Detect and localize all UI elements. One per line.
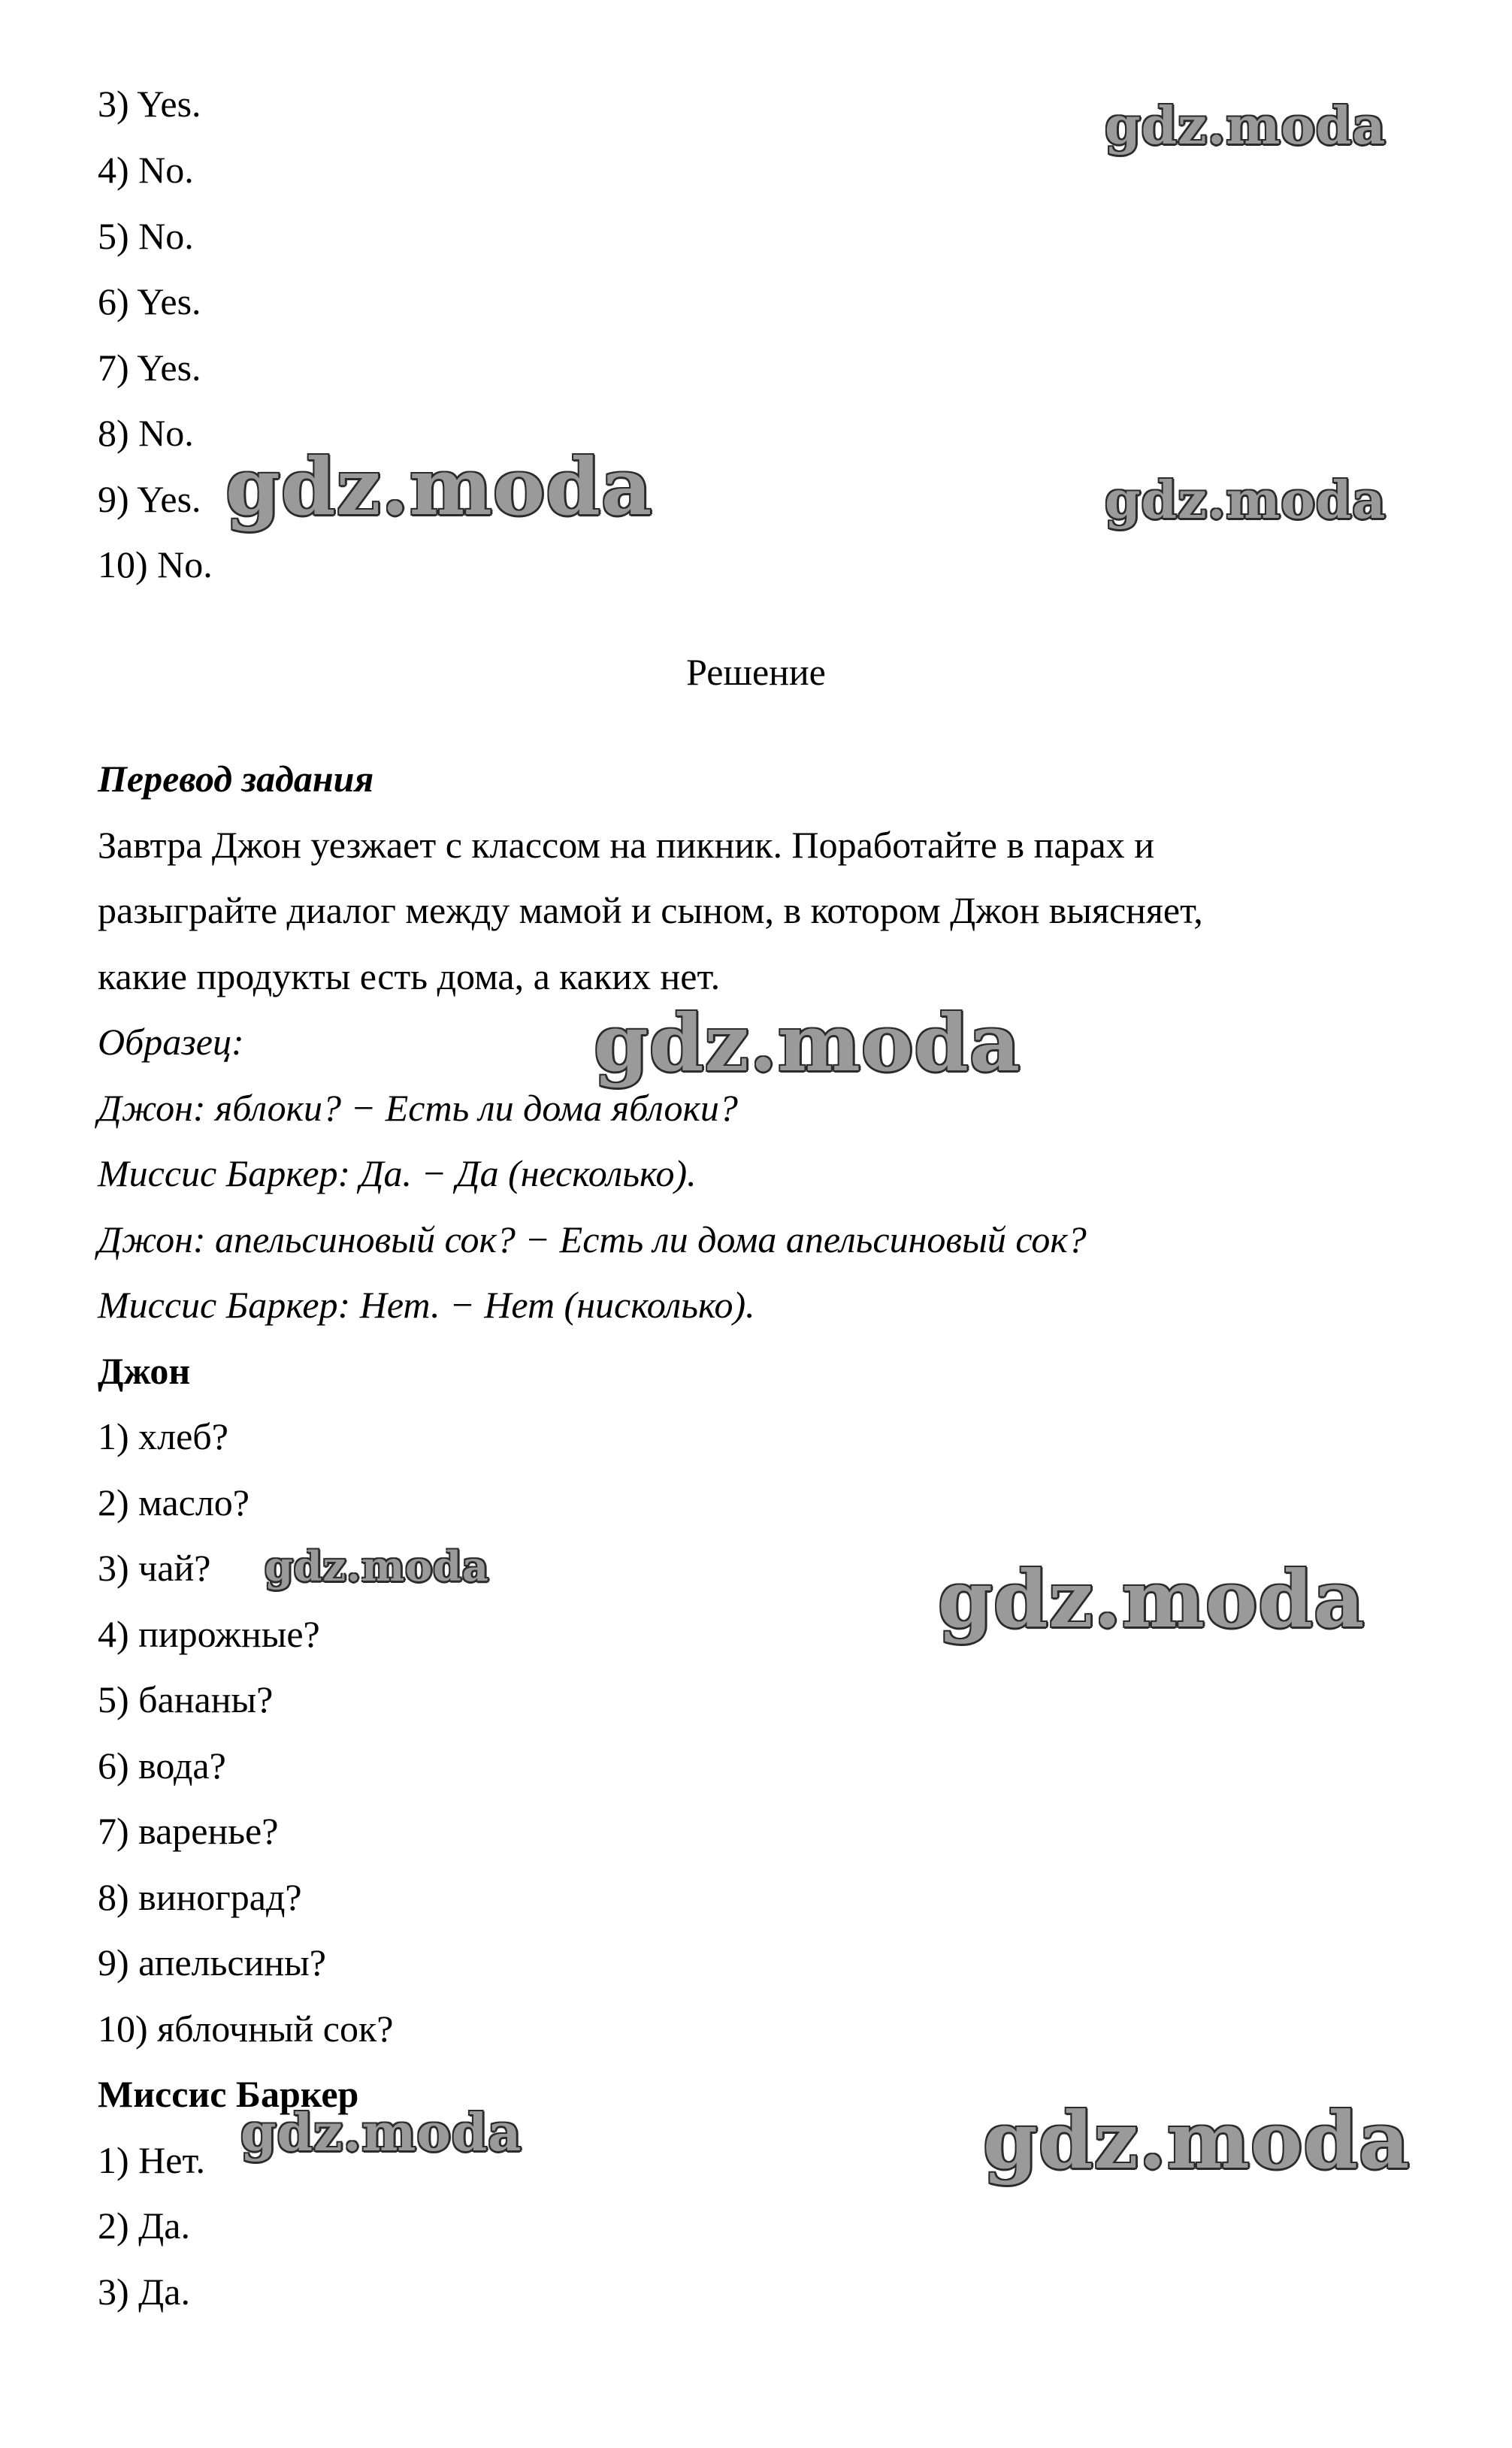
answer-3: 3) Yes. [98,83,201,125]
mrs-barker-item: 1) Нет. [98,2139,206,2181]
solution-title: Решение [686,651,826,693]
watermark: gdz.moda [938,1553,1365,1645]
answer-8: 8) No. [98,412,194,454]
example-label: Образец: [98,1021,244,1063]
answer-6: 6) Yes. [98,280,201,322]
example-line: Джон: яблоки? − Есть ли дома яблоки? [98,1087,738,1129]
answer-9: 9) Yes. [98,478,201,520]
example-line: Миссис Баркер: Нет. − Нет (нисколько). [98,1284,755,1326]
watermark: gdz.moda [1105,471,1387,531]
mrs-barker-item: 2) Да. [98,2204,190,2247]
translation-heading: Перевод задания [98,758,374,800]
translation-body-line: Завтра Джон уезжает с классом на пикник. Поработайте в парах и [98,824,1155,866]
john-item: 10) яблочный сок? [98,2008,394,2050]
john-item: 1) хлеб? [98,1415,228,1457]
john-item: 5) бананы? [98,1678,274,1720]
john-item: 7) варенье? [98,1810,279,1852]
john-item: 2) масло? [98,1481,249,1524]
watermark: gdz.moda [1105,96,1387,156]
john-item: 4) пирожные? [98,1613,320,1655]
answer-10: 10) No. [98,543,213,586]
watermark: gdz.moda [265,1542,489,1590]
mrs-barker-heading: Миссис Баркер [98,2073,359,2115]
example-line: Джон: апельсиновый сок? − Есть ли дома апельсиновый сок? [98,1218,1087,1260]
watermark: gdz.moda [594,997,1021,1089]
answer-4: 4) No. [98,149,194,191]
translation-body-line: разыграйте диалог между мамой и сыном, в котором Джон выясняет, [98,889,1203,931]
watermark: gdz.moda [983,2094,1411,2186]
example-line: Миссис Баркер: Да. − Да (несколько). [98,1152,697,1194]
watermark: gdz.moda [225,440,653,533]
john-item: 8) виноград? [98,1876,302,1918]
mrs-barker-item: 3) Да. [98,2271,190,2313]
john-heading: Джон [98,1350,191,1392]
john-item: 3) чай? [98,1547,211,1589]
john-item: 6) вода? [98,1744,226,1787]
translation-body-line: какие продукты есть дома, а каких нет. [98,955,721,997]
john-item: 9) апельсины? [98,1941,326,1984]
answer-7: 7) Yes. [98,346,201,389]
watermark: gdz.moda [240,2103,522,2163]
answer-5: 5) No. [98,215,194,257]
